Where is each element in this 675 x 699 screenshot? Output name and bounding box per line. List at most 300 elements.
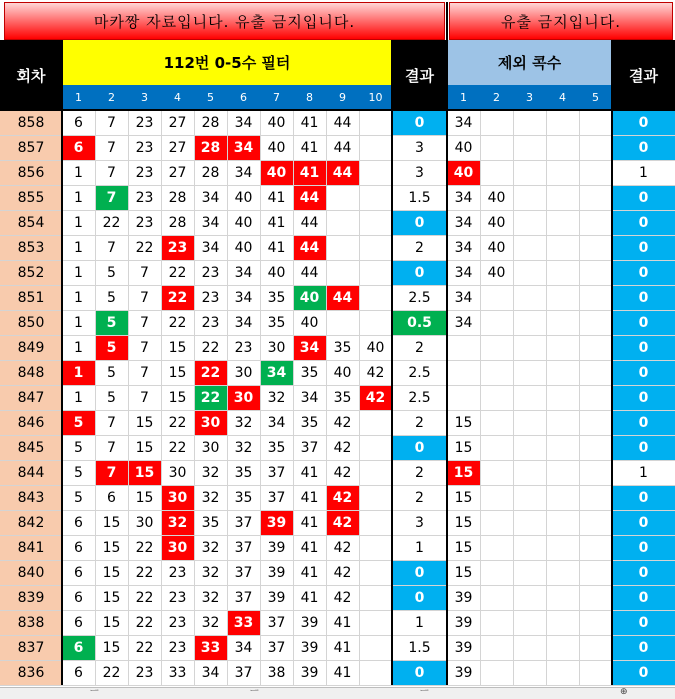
result-cell[interactable]: 2 xyxy=(415,414,424,431)
number-cell[interactable]: 15 xyxy=(168,389,187,406)
sheet-tab[interactable]: ㅡ xyxy=(420,687,429,697)
exclude-cell[interactable]: 34 xyxy=(454,239,473,256)
number-cell[interactable]: 41 xyxy=(300,539,319,556)
number-cell[interactable]: 32 xyxy=(234,414,253,431)
number-cell[interactable]: 1 xyxy=(74,289,83,306)
number-cell[interactable]: 40 xyxy=(293,285,326,310)
exclude-cell[interactable] xyxy=(480,460,513,485)
number-cell[interactable]: 35 xyxy=(333,389,352,406)
result-cell-2[interactable]: 0 xyxy=(612,435,675,460)
number-cell[interactable]: 32 xyxy=(201,464,220,481)
number-cell[interactable]: 7 xyxy=(140,339,149,356)
exclude-cell[interactable] xyxy=(579,460,612,485)
result-cell[interactable]: 2.5 xyxy=(408,364,431,381)
exclude-cell[interactable]: 15 xyxy=(454,489,473,506)
number-cell[interactable]: 41 xyxy=(267,189,286,206)
number-cell[interactable]: 15 xyxy=(102,639,121,656)
round-cell[interactable]: 844 xyxy=(0,460,62,485)
exclude-cell[interactable] xyxy=(546,660,579,685)
number-cell[interactable]: 41 xyxy=(267,214,286,231)
number-cell[interactable]: 39 xyxy=(267,539,286,556)
exclude-cell[interactable] xyxy=(480,385,513,410)
exclude-cell[interactable] xyxy=(480,410,513,435)
result-cell-2[interactable]: 0 xyxy=(612,635,675,660)
exclude-cell[interactable] xyxy=(579,110,612,135)
exclude-cell[interactable]: 34 xyxy=(454,189,473,206)
exclude-cell[interactable] xyxy=(546,310,579,335)
number-cell[interactable]: 39 xyxy=(267,564,286,581)
exclude-cell[interactable]: 15 xyxy=(454,564,473,581)
number-cell[interactable]: 41 xyxy=(300,464,319,481)
exclude-cell[interactable] xyxy=(546,110,579,135)
exclude-cell[interactable] xyxy=(579,235,612,260)
number-cell[interactable]: 42 xyxy=(333,539,352,556)
round-cell[interactable]: 850 xyxy=(0,310,62,335)
number-cell[interactable]: 34 xyxy=(234,164,253,181)
result-cell-2[interactable]: 0 xyxy=(612,660,675,685)
exclude-cell[interactable] xyxy=(513,660,546,685)
number-cell[interactable]: 44 xyxy=(293,235,326,260)
number-cell[interactable]: 28 xyxy=(201,114,220,131)
number-cell[interactable]: 40 xyxy=(260,160,293,185)
number-cell[interactable]: 40 xyxy=(267,264,286,281)
number-cell[interactable] xyxy=(359,410,392,435)
number-cell[interactable]: 30 xyxy=(267,339,286,356)
number-cell[interactable]: 22 xyxy=(168,264,187,281)
result-cell[interactable]: 2 xyxy=(415,489,424,506)
number-cell[interactable]: 6 xyxy=(62,135,95,160)
number-cell[interactable]: 6 xyxy=(74,539,83,556)
result-cell-2[interactable]: 1 xyxy=(639,464,648,481)
exclude-cell[interactable] xyxy=(579,410,612,435)
exclude-cell[interactable] xyxy=(546,235,579,260)
exclude-cell[interactable] xyxy=(579,385,612,410)
number-cell[interactable]: 23 xyxy=(135,164,154,181)
number-cell[interactable]: 5 xyxy=(95,310,128,335)
number-cell[interactable]: 5 xyxy=(62,410,95,435)
number-cell[interactable]: 23 xyxy=(234,339,253,356)
result-cell-2[interactable]: 0 xyxy=(612,210,675,235)
result-cell[interactable]: 0 xyxy=(392,435,447,460)
exclude-cell[interactable] xyxy=(513,285,546,310)
round-cell[interactable]: 849 xyxy=(0,335,62,360)
number-cell[interactable]: 7 xyxy=(107,439,116,456)
number-cell[interactable]: 6 xyxy=(74,614,83,631)
number-cell[interactable]: 5 xyxy=(107,289,116,306)
result-cell[interactable]: 3 xyxy=(415,514,424,531)
number-cell[interactable]: 41 xyxy=(293,160,326,185)
number-cell[interactable]: 42 xyxy=(366,364,385,381)
result-cell-2[interactable]: 0 xyxy=(612,410,675,435)
number-cell[interactable]: 32 xyxy=(201,589,220,606)
number-cell[interactable]: 41 xyxy=(300,564,319,581)
number-cell[interactable]: 34 xyxy=(201,239,220,256)
number-cell[interactable]: 35 xyxy=(267,314,286,331)
number-cell[interactable]: 5 xyxy=(74,439,83,456)
result-cell[interactable]: 0 xyxy=(392,210,447,235)
number-cell[interactable] xyxy=(326,310,359,335)
number-cell[interactable]: 7 xyxy=(107,164,116,181)
number-cell[interactable]: 44 xyxy=(333,139,352,156)
result-cell-2[interactable]: 0 xyxy=(612,485,675,510)
number-cell[interactable]: 34 xyxy=(201,189,220,206)
number-cell[interactable]: 37 xyxy=(234,514,253,531)
number-cell[interactable]: 5 xyxy=(107,264,116,281)
number-cell[interactable]: 6 xyxy=(74,114,83,131)
number-cell[interactable]: 44 xyxy=(326,160,359,185)
number-cell[interactable]: 33 xyxy=(227,610,260,635)
exclude-cell[interactable]: 40 xyxy=(487,264,506,281)
result-cell[interactable]: 0 xyxy=(392,110,447,135)
number-cell[interactable] xyxy=(359,460,392,485)
number-cell[interactable]: 6 xyxy=(107,489,116,506)
exclude-cell[interactable]: 34 xyxy=(454,314,473,331)
exclude-cell[interactable] xyxy=(480,160,513,185)
exclude-cell[interactable] xyxy=(513,635,546,660)
number-cell[interactable] xyxy=(359,260,392,285)
exclude-cell[interactable]: 15 xyxy=(454,414,473,431)
number-cell[interactable]: 41 xyxy=(333,639,352,656)
exclude-cell[interactable]: 34 xyxy=(454,289,473,306)
number-cell[interactable]: 35 xyxy=(300,364,319,381)
number-cell[interactable] xyxy=(359,160,392,185)
number-cell[interactable]: 33 xyxy=(168,664,187,681)
number-cell[interactable]: 15 xyxy=(135,414,154,431)
number-cell[interactable] xyxy=(359,585,392,610)
exclude-cell[interactable] xyxy=(480,510,513,535)
exclude-cell[interactable] xyxy=(546,385,579,410)
exclude-cell[interactable] xyxy=(513,585,546,610)
exclude-cell[interactable] xyxy=(480,635,513,660)
number-cell[interactable]: 41 xyxy=(300,139,319,156)
number-cell[interactable]: 42 xyxy=(333,564,352,581)
number-cell[interactable]: 34 xyxy=(300,389,319,406)
exclude-cell[interactable]: 39 xyxy=(454,639,473,656)
number-cell[interactable]: 6 xyxy=(74,514,83,531)
result-cell[interactable]: 1 xyxy=(415,614,424,631)
number-cell[interactable]: 44 xyxy=(300,214,319,231)
number-cell[interactable] xyxy=(359,310,392,335)
number-cell[interactable]: 28 xyxy=(168,214,187,231)
number-cell[interactable] xyxy=(359,210,392,235)
number-cell[interactable]: 42 xyxy=(333,589,352,606)
exclude-cell[interactable] xyxy=(546,210,579,235)
exclude-cell[interactable]: 34 xyxy=(454,114,473,131)
number-cell[interactable]: 34 xyxy=(234,264,253,281)
number-cell[interactable]: 35 xyxy=(234,464,253,481)
number-cell[interactable]: 34 xyxy=(293,335,326,360)
result-cell-2[interactable]: 1 xyxy=(639,164,648,181)
exclude-cell[interactable]: 40 xyxy=(487,214,506,231)
number-cell[interactable]: 34 xyxy=(227,135,260,160)
exclude-cell[interactable] xyxy=(546,360,579,385)
number-cell[interactable]: 30 xyxy=(161,485,194,510)
exclude-cell[interactable]: 40 xyxy=(487,189,506,206)
number-cell[interactable] xyxy=(359,285,392,310)
number-cell[interactable]: 15 xyxy=(135,439,154,456)
number-cell[interactable]: 41 xyxy=(300,589,319,606)
number-cell[interactable]: 41 xyxy=(333,664,352,681)
number-cell[interactable]: 22 xyxy=(168,439,187,456)
round-cell[interactable]: 838 xyxy=(0,610,62,635)
number-cell[interactable]: 23 xyxy=(168,614,187,631)
number-cell[interactable]: 30 xyxy=(161,535,194,560)
number-cell[interactable]: 37 xyxy=(234,564,253,581)
result-cell-2[interactable]: 0 xyxy=(612,235,675,260)
number-cell[interactable]: 44 xyxy=(293,185,326,210)
number-cell[interactable]: 7 xyxy=(140,389,149,406)
number-cell[interactable]: 1 xyxy=(74,389,83,406)
number-cell[interactable]: 15 xyxy=(102,589,121,606)
exclude-cell[interactable] xyxy=(480,660,513,685)
result-cell[interactable]: 0 xyxy=(392,260,447,285)
number-cell[interactable]: 40 xyxy=(234,239,253,256)
exclude-cell[interactable] xyxy=(546,510,579,535)
exclude-cell[interactable] xyxy=(579,210,612,235)
result-cell[interactable]: 2 xyxy=(415,464,424,481)
sheet-tab-bar[interactable] xyxy=(0,687,675,699)
result-cell-2[interactable]: 0 xyxy=(612,610,675,635)
exclude-cell[interactable] xyxy=(579,635,612,660)
number-cell[interactable]: 30 xyxy=(227,385,260,410)
number-cell[interactable]: 1 xyxy=(74,164,83,181)
result-cell-2[interactable]: 0 xyxy=(612,585,675,610)
number-cell[interactable]: 42 xyxy=(333,439,352,456)
number-cell[interactable]: 42 xyxy=(333,414,352,431)
number-cell[interactable]: 15 xyxy=(102,539,121,556)
number-cell[interactable]: 23 xyxy=(135,114,154,131)
exclude-cell[interactable] xyxy=(579,585,612,610)
exclude-cell[interactable]: 34 xyxy=(454,264,473,281)
number-cell[interactable]: 23 xyxy=(135,139,154,156)
number-cell[interactable]: 34 xyxy=(201,214,220,231)
exclude-cell[interactable] xyxy=(579,160,612,185)
number-cell[interactable]: 41 xyxy=(333,614,352,631)
result-cell[interactable]: 3 xyxy=(415,164,424,181)
exclude-cell[interactable] xyxy=(546,585,579,610)
exclude-cell[interactable] xyxy=(480,135,513,160)
number-cell[interactable]: 35 xyxy=(201,514,220,531)
exclude-cell[interactable] xyxy=(513,610,546,635)
number-cell[interactable]: 30 xyxy=(168,464,187,481)
exclude-cell[interactable] xyxy=(579,360,612,385)
number-cell[interactable]: 15 xyxy=(128,460,161,485)
number-cell[interactable]: 23 xyxy=(168,564,187,581)
exclude-cell[interactable] xyxy=(513,135,546,160)
exclude-cell[interactable]: 39 xyxy=(454,589,473,606)
number-cell[interactable]: 30 xyxy=(234,364,253,381)
exclude-cell[interactable] xyxy=(546,635,579,660)
number-cell[interactable]: 37 xyxy=(300,439,319,456)
exclude-cell[interactable] xyxy=(546,610,579,635)
number-cell[interactable]: 22 xyxy=(201,339,220,356)
number-cell[interactable]: 15 xyxy=(168,364,187,381)
result-cell-2[interactable]: 0 xyxy=(612,285,675,310)
number-cell[interactable]: 1 xyxy=(74,239,83,256)
number-cell[interactable]: 22 xyxy=(161,285,194,310)
exclude-cell[interactable] xyxy=(513,560,546,585)
number-cell[interactable] xyxy=(359,610,392,635)
number-cell[interactable]: 44 xyxy=(326,285,359,310)
number-cell[interactable]: 23 xyxy=(135,214,154,231)
number-cell[interactable] xyxy=(359,510,392,535)
number-cell[interactable]: 23 xyxy=(201,314,220,331)
number-cell[interactable] xyxy=(326,260,359,285)
number-cell[interactable]: 34 xyxy=(201,664,220,681)
result-cell[interactable]: 0 xyxy=(392,585,447,610)
number-cell[interactable]: 34 xyxy=(267,414,286,431)
number-cell[interactable]: 32 xyxy=(267,389,286,406)
number-cell[interactable]: 42 xyxy=(326,485,359,510)
exclude-cell[interactable] xyxy=(480,435,513,460)
number-cell[interactable]: 7 xyxy=(140,289,149,306)
result-cell[interactable]: 1.5 xyxy=(408,189,431,206)
number-cell[interactable]: 37 xyxy=(234,539,253,556)
exclude-cell[interactable] xyxy=(579,660,612,685)
number-cell[interactable]: 40 xyxy=(234,214,253,231)
exclude-cell[interactable] xyxy=(546,185,579,210)
number-cell[interactable]: 5 xyxy=(95,335,128,360)
exclude-cell[interactable] xyxy=(579,435,612,460)
number-cell[interactable]: 22 xyxy=(194,385,227,410)
result-cell-2[interactable]: 0 xyxy=(612,135,675,160)
number-cell[interactable]: 41 xyxy=(300,114,319,131)
number-cell[interactable]: 22 xyxy=(135,239,154,256)
number-cell[interactable]: 6 xyxy=(74,564,83,581)
exclude-cell[interactable] xyxy=(513,435,546,460)
number-cell[interactable] xyxy=(359,435,392,460)
result-cell-2[interactable]: 0 xyxy=(612,360,675,385)
result-cell-2[interactable]: 0 xyxy=(612,560,675,585)
number-cell[interactable]: 7 xyxy=(140,264,149,281)
exclude-cell[interactable]: 40 xyxy=(454,139,473,156)
number-cell[interactable]: 23 xyxy=(168,639,187,656)
exclude-cell[interactable]: 40 xyxy=(447,160,480,185)
exclude-cell[interactable] xyxy=(513,210,546,235)
number-cell[interactable]: 30 xyxy=(194,410,227,435)
round-cell[interactable]: 855 xyxy=(0,185,62,210)
exclude-cell[interactable] xyxy=(579,285,612,310)
number-cell[interactable]: 39 xyxy=(300,614,319,631)
exclude-cell[interactable] xyxy=(513,485,546,510)
exclude-cell[interactable] xyxy=(579,610,612,635)
exclude-cell[interactable] xyxy=(513,360,546,385)
number-cell[interactable]: 15 xyxy=(102,614,121,631)
number-cell[interactable]: 44 xyxy=(333,114,352,131)
exclude-cell[interactable] xyxy=(480,360,513,385)
round-cell[interactable]: 846 xyxy=(0,410,62,435)
round-cell[interactable]: 836 xyxy=(0,660,62,685)
exclude-cell[interactable] xyxy=(546,460,579,485)
round-cell[interactable]: 845 xyxy=(0,435,62,460)
exclude-cell[interactable] xyxy=(546,560,579,585)
exclude-cell[interactable]: 40 xyxy=(487,239,506,256)
result-cell[interactable]: 2 xyxy=(415,339,424,356)
result-cell-2[interactable]: 0 xyxy=(612,335,675,360)
exclude-cell[interactable] xyxy=(546,260,579,285)
result-cell[interactable]: 2.5 xyxy=(408,389,431,406)
number-cell[interactable]: 39 xyxy=(267,589,286,606)
number-cell[interactable]: 7 xyxy=(107,139,116,156)
exclude-cell[interactable]: 15 xyxy=(454,514,473,531)
round-cell[interactable]: 851 xyxy=(0,285,62,310)
number-cell[interactable] xyxy=(326,185,359,210)
number-cell[interactable]: 32 xyxy=(161,510,194,535)
number-cell[interactable] xyxy=(359,560,392,585)
number-cell[interactable] xyxy=(359,135,392,160)
number-cell[interactable]: 15 xyxy=(168,339,187,356)
number-cell[interactable]: 32 xyxy=(234,439,253,456)
number-cell[interactable]: 37 xyxy=(267,464,286,481)
number-cell[interactable]: 6 xyxy=(74,664,83,681)
number-cell[interactable]: 23 xyxy=(168,589,187,606)
number-cell[interactable]: 34 xyxy=(260,360,293,385)
number-cell[interactable]: 40 xyxy=(267,114,286,131)
exclude-cell[interactable] xyxy=(480,585,513,610)
result-cell-2[interactable]: 0 xyxy=(612,535,675,560)
result-cell[interactable]: 2.5 xyxy=(408,289,431,306)
exclude-cell[interactable] xyxy=(546,160,579,185)
round-cell[interactable]: 840 xyxy=(0,560,62,585)
result-cell[interactable]: 0 xyxy=(392,660,447,685)
number-cell[interactable]: 44 xyxy=(300,264,319,281)
exclude-cell[interactable] xyxy=(480,610,513,635)
number-cell[interactable]: 41 xyxy=(300,514,319,531)
number-cell[interactable] xyxy=(359,485,392,510)
exclude-cell[interactable] xyxy=(513,385,546,410)
exclude-cell[interactable] xyxy=(546,485,579,510)
result-cell[interactable]: 1.5 xyxy=(408,639,431,656)
number-cell[interactable]: 32 xyxy=(201,614,220,631)
exclude-cell[interactable] xyxy=(480,335,513,360)
number-cell[interactable]: 7 xyxy=(140,364,149,381)
round-cell[interactable]: 852 xyxy=(0,260,62,285)
round-cell[interactable]: 856 xyxy=(0,160,62,185)
number-cell[interactable]: 27 xyxy=(168,139,187,156)
number-cell[interactable]: 7 xyxy=(107,414,116,431)
number-cell[interactable]: 27 xyxy=(168,164,187,181)
round-cell[interactable]: 848 xyxy=(0,360,62,385)
exclude-cell[interactable] xyxy=(480,535,513,560)
number-cell[interactable]: 1 xyxy=(74,264,83,281)
number-cell[interactable]: 28 xyxy=(168,189,187,206)
exclude-cell[interactable] xyxy=(480,560,513,585)
number-cell[interactable]: 22 xyxy=(135,564,154,581)
number-cell[interactable]: 33 xyxy=(194,635,227,660)
number-cell[interactable]: 15 xyxy=(135,489,154,506)
number-cell[interactable]: 23 xyxy=(135,664,154,681)
round-cell[interactable]: 853 xyxy=(0,235,62,260)
sheet-tab[interactable]: ㅡ xyxy=(250,687,259,697)
number-cell[interactable]: 37 xyxy=(267,639,286,656)
number-cell[interactable]: 34 xyxy=(234,114,253,131)
number-cell[interactable] xyxy=(359,660,392,685)
round-cell[interactable]: 857 xyxy=(0,135,62,160)
exclude-cell[interactable] xyxy=(579,510,612,535)
exclude-cell[interactable]: 15 xyxy=(454,539,473,556)
number-cell[interactable]: 7 xyxy=(140,314,149,331)
exclude-cell[interactable] xyxy=(513,235,546,260)
exclude-cell[interactable] xyxy=(447,360,480,385)
number-cell[interactable]: 34 xyxy=(234,639,253,656)
number-cell[interactable] xyxy=(359,110,392,135)
exclude-cell[interactable] xyxy=(513,510,546,535)
sheet-tab[interactable]: ㅡ xyxy=(90,687,99,697)
number-cell[interactable]: 22 xyxy=(135,639,154,656)
result-cell[interactable]: 0.5 xyxy=(392,310,447,335)
exclude-cell[interactable] xyxy=(480,485,513,510)
number-cell[interactable] xyxy=(359,235,392,260)
